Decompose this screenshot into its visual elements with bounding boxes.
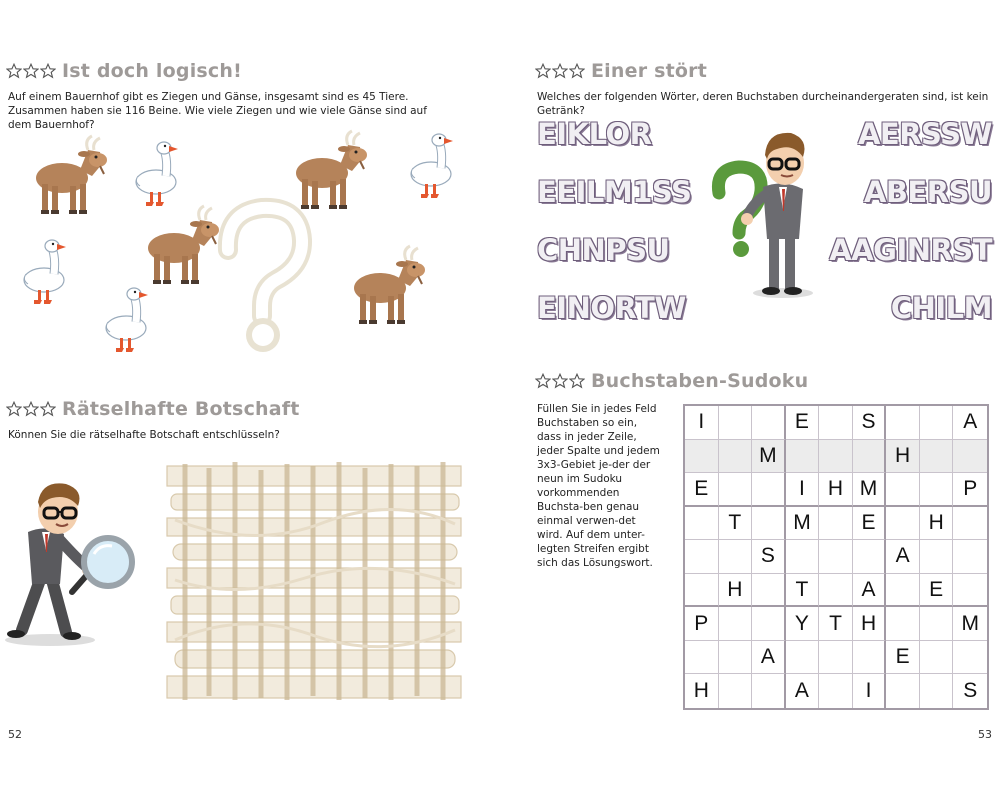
- sudoku-cell[interactable]: [886, 674, 920, 708]
- sudoku-cell[interactable]: [752, 507, 786, 541]
- star-icon: [552, 63, 568, 79]
- sudoku-cell[interactable]: A: [886, 540, 920, 574]
- star-icon: [40, 63, 56, 79]
- sudoku-cell[interactable]: E: [685, 473, 719, 507]
- goose-icon: [411, 134, 453, 198]
- star-icon: [569, 63, 585, 79]
- sudoku-cell[interactable]: [886, 507, 920, 541]
- star-icon: [6, 63, 22, 79]
- sudoku-cell[interactable]: S: [752, 540, 786, 574]
- sudoku-cell[interactable]: [886, 607, 920, 641]
- sudoku-cell[interactable]: [786, 540, 820, 574]
- goose-icon: [106, 288, 148, 352]
- sudoku-cell[interactable]: I: [786, 473, 820, 507]
- sudoku-cell[interactable]: [920, 540, 954, 574]
- sudoku-cell[interactable]: [719, 406, 753, 440]
- section-title: Buchstaben-Sudoku: [591, 370, 809, 392]
- sudoku-cell[interactable]: H: [920, 507, 954, 541]
- section-text: Welches der folgenden Wörter, deren Buchstaben durcheinandergeraten sind, ist kein Getränk?: [537, 91, 989, 117]
- sudoku-cell[interactable]: H: [719, 574, 753, 608]
- jumbled-word: EEILM1SS: [537, 175, 692, 209]
- sudoku-cell[interactable]: H: [886, 440, 920, 474]
- goose-icon: [24, 240, 66, 304]
- sudoku-cell[interactable]: [819, 540, 853, 574]
- section-text: Auf einem Bauernhof gibt es Ziegen und Gänse, insgesamt sind es 45 Tiere. Zusammen haben sie 116 Beine. Wie viele Ziegen und wie viele Gänse sind auf dem Bauernhof?: [8, 91, 427, 131]
- heading-raetselhafte-botschaft: [6, 398, 300, 420]
- heading-ist-doch-logisch: [6, 60, 242, 82]
- sudoku-cell[interactable]: [685, 540, 719, 574]
- sudoku-cell[interactable]: [953, 507, 987, 541]
- jumbled-word: AERSSW: [857, 117, 992, 151]
- heading-einer-stoert: [535, 60, 707, 82]
- section-text: Füllen Sie in jedes Feld Buchstaben so ein, dass in jeder Zeile, jeder Spalte und jedem 3x3-Gebiet je-der der neun im Sudoku vorkommenden Buchsta-ben genau einmal verwen-det wird. Auf dem unter-legten Streifen ergibt sich das Lösungswort.: [537, 403, 660, 569]
- sudoku-cell[interactable]: T: [719, 507, 753, 541]
- jumbled-word: CHILM: [890, 291, 992, 325]
- sudoku-cell[interactable]: [853, 440, 887, 474]
- sudoku-cell[interactable]: [920, 641, 954, 675]
- goose-icon: [136, 142, 178, 206]
- difficulty-stars: [535, 63, 585, 79]
- sudoku-cell[interactable]: [819, 440, 853, 474]
- sudoku-cell[interactable]: S: [963, 679, 978, 703]
- sudoku-cell[interactable]: [953, 440, 987, 474]
- sudoku-cell[interactable]: E: [886, 641, 920, 675]
- sudoku-cell[interactable]: P: [685, 607, 719, 641]
- sudoku-cell[interactable]: T: [819, 607, 853, 641]
- sudoku-cell[interactable]: [719, 641, 753, 675]
- sudoku-cell[interactable]: [953, 540, 987, 574]
- sudoku-cell[interactable]: [819, 674, 853, 708]
- sudoku-cell[interactable]: [953, 574, 987, 608]
- sudoku-cell[interactable]: [719, 540, 753, 574]
- sudoku-cell[interactable]: [752, 574, 786, 608]
- star-icon: [40, 401, 56, 417]
- sudoku-cell[interactable]: I: [685, 406, 719, 440]
- animals-illustration: [0, 120, 470, 365]
- sudoku-cell[interactable]: M: [853, 473, 887, 507]
- section-title: Einer stört: [591, 60, 707, 82]
- sudoku-cell[interactable]: [886, 473, 920, 507]
- sudoku-cell[interactable]: [920, 607, 954, 641]
- section-title: Ist doch logisch!: [62, 60, 242, 82]
- sudoku-cell[interactable]: H: [853, 607, 887, 641]
- goat-icon: [296, 131, 367, 209]
- sudoku-cell[interactable]: [819, 574, 853, 608]
- jumbled-word: ABERSU: [863, 175, 992, 209]
- hidden-message-puzzle: [165, 460, 465, 710]
- star-icon: [569, 373, 585, 389]
- star-icon: [535, 373, 551, 389]
- star-icon: [535, 63, 551, 79]
- sudoku-cell[interactable]: [719, 674, 753, 708]
- sudoku-cell[interactable]: E: [853, 507, 887, 541]
- difficulty-stars: [6, 63, 56, 79]
- jumbled-word: EINORTW: [537, 291, 686, 325]
- sudoku-cell[interactable]: E: [920, 574, 954, 608]
- sudoku-cell[interactable]: [853, 641, 887, 675]
- section-text: Können Sie die rätselhafte Botschaft entschlüsseln?: [8, 429, 280, 441]
- sudoku-cell[interactable]: A: [853, 574, 887, 608]
- sudoku-cell[interactable]: T: [786, 574, 820, 608]
- sudoku-cell[interactable]: [953, 641, 987, 675]
- sudoku-cell[interactable]: [752, 674, 786, 708]
- sudoku-cell[interactable]: [920, 406, 954, 440]
- jumbled-word: AAGINRST: [829, 233, 992, 267]
- sudoku-cell[interactable]: [920, 674, 954, 708]
- star-icon: [552, 373, 568, 389]
- sudoku-cell[interactable]: [685, 507, 719, 541]
- heading-buchstaben-sudoku: [535, 370, 808, 392]
- sudoku-cell[interactable]: [786, 440, 820, 474]
- sudoku-cell[interactable]: [819, 507, 853, 541]
- section-title: Rätselhafte Botschaft: [62, 398, 300, 420]
- sudoku-cell[interactable]: [886, 406, 920, 440]
- sudoku-cell[interactable]: Y: [786, 607, 820, 641]
- difficulty-stars: [6, 401, 56, 417]
- goat-icon: [148, 206, 219, 284]
- thinking-man-illustration: [705, 125, 820, 300]
- sudoku-cell[interactable]: P: [953, 473, 987, 507]
- sudoku-cell[interactable]: [853, 540, 887, 574]
- sudoku-cell[interactable]: [685, 641, 719, 675]
- sudoku-cell[interactable]: [819, 641, 853, 675]
- jumbled-word: CHNPSU: [537, 233, 670, 267]
- sudoku-cell[interactable]: H: [819, 473, 853, 507]
- sudoku-cell[interactable]: E: [786, 406, 820, 440]
- sudoku-cell[interactable]: [886, 574, 920, 608]
- sudoku-cell[interactable]: A: [953, 406, 987, 440]
- sudoku-cell[interactable]: S: [853, 406, 887, 440]
- goat-icon: [36, 136, 107, 214]
- sudoku-cell[interactable]: [685, 574, 719, 608]
- detective-illustration: [0, 480, 145, 650]
- sudoku-cell[interactable]: [752, 406, 786, 440]
- difficulty-stars: [535, 373, 585, 389]
- star-icon: [23, 401, 39, 417]
- page-number: 52: [8, 728, 22, 741]
- sudoku-cell[interactable]: M: [786, 507, 820, 541]
- sudoku-cell[interactable]: A: [786, 674, 820, 708]
- star-icon: [6, 401, 22, 417]
- star-icon: [23, 63, 39, 79]
- sudoku-cell[interactable]: I: [853, 674, 887, 708]
- sudoku-cell[interactable]: H: [685, 674, 719, 708]
- sudoku-cell[interactable]: [786, 641, 820, 675]
- sudoku-cell[interactable]: [719, 440, 753, 474]
- sudoku-grid: [683, 404, 989, 710]
- sudoku-cell[interactable]: M: [752, 440, 786, 474]
- sudoku-cell[interactable]: [719, 607, 753, 641]
- sudoku-cell[interactable]: [752, 473, 786, 507]
- question-mark-icon: [228, 208, 302, 352]
- page-number: 53: [978, 728, 992, 741]
- sudoku-cell[interactable]: [685, 440, 719, 474]
- sudoku-cell[interactable]: [819, 406, 853, 440]
- sudoku-cell[interactable]: [920, 473, 954, 507]
- sudoku-cell[interactable]: A: [752, 641, 786, 675]
- jumbled-word: EIKLOR: [537, 117, 652, 151]
- sudoku-cell[interactable]: [719, 473, 753, 507]
- sudoku-cell[interactable]: [920, 440, 954, 474]
- goat-icon: [354, 246, 425, 324]
- sudoku-cell[interactable]: [752, 607, 786, 641]
- sudoku-cell[interactable]: M: [953, 607, 987, 641]
